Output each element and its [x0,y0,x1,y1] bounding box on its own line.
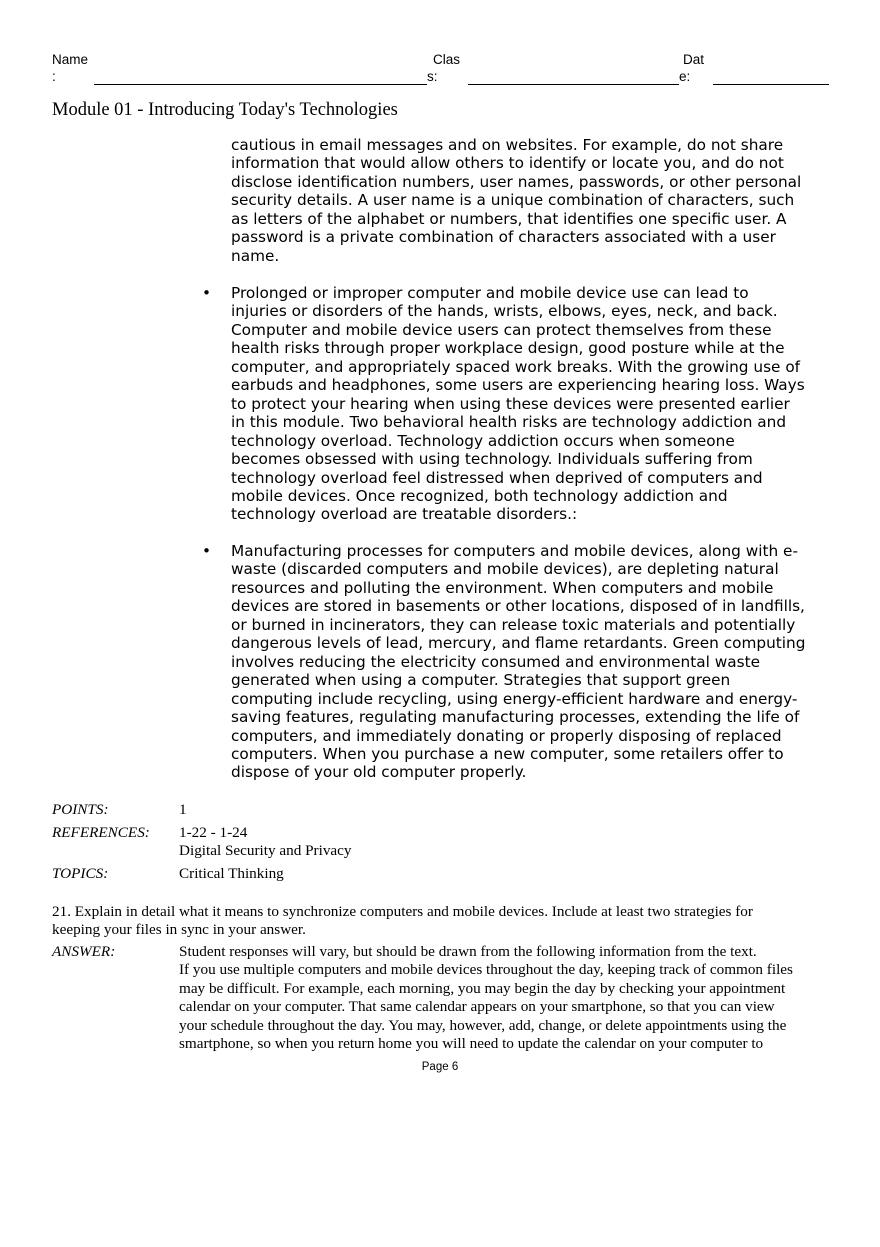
answer-line: Student responses will vary, but should be drawn from the following information from the text. [179,943,757,960]
bullet-line: injuries or disorders of the hands, wrists, elbows, eyes, neck, and back. [231,302,778,321]
class-label-top: Clas [433,52,461,67]
name-label-bottom: : [52,69,56,84]
name-label-top: Name [52,52,89,67]
bullet-line: devices are stored in basements or other locations, disposed of in landfills, [231,597,805,616]
class-label-bottom: s: [427,69,438,84]
bullet-line: technology overload feel distressed when deprived of computers and [231,468,763,487]
bullet-green-computing [231,542,828,782]
bullet-marker: • [202,284,212,302]
date-label-bottom: e: [679,69,691,84]
answer-line: may be difficult. For example, each morning, you may begin the day by checking your appointment [179,979,786,997]
paragraph-line: as letters of the alphabet or numbers, that identifies one specific user. A [231,209,787,228]
bullet-marker: • [202,542,212,560]
bullet-line: waste (discarded computers and mobile devices), are depleting natural [231,560,779,579]
answer-line: If you use multiple computers and mobile devices throughout the day, keeping track of common files [179,961,793,979]
points-value: 1 [179,801,187,818]
answer-line: calendar on your computer. That same calendar appears on your smartphone, so that you can view [179,998,775,1016]
bullet-line: health risks through proper workplace design, good posture while at the [231,339,785,358]
date-blank-line[interactable] [713,84,829,85]
bullet-line: to protect your hearing when using these devices were presented earlier [231,394,790,413]
bullet-line: computer, and appropriately spaced work breaks. With the growing use of [231,357,801,376]
name-blank-line[interactable] [94,84,427,85]
answer-line: smartphone, so when you return home you will need to update the calendar on your computer to [179,1035,764,1053]
references-pages: 1-22 - 1-24 [179,824,248,841]
bullet-line: becomes obsessed with using technology. Individuals suffering from [231,450,753,469]
references-topic: Digital Security and Privacy [179,842,352,859]
bullet-line: dangerous levels of lead, mercury, and flame retardants. Green computing [231,634,806,653]
bullet-line: in this module. Two behavioral health risks are technology addiction and [231,413,787,432]
paragraph-line: security details. A user name is a unique combination of characters, such [231,191,795,210]
date-label-top: Dat [683,52,705,67]
bullet-line: saving features, regulating manufacturing processes, extending the life of [231,708,800,727]
module-title: Module 01 - Introducing Today's Technologies [52,100,398,120]
question-line: keeping your files in sync in your answer. [52,921,306,939]
question-21 [52,903,822,940]
bullet-line: technology overload are treatable disorders.: [231,505,578,524]
bullet-line: resources and polluting the environment. When computers and mobile [231,578,774,597]
bullet-line: technology overload. Technology addiction occurs when someone [231,431,735,450]
bullet-line: Manufacturing processes for computers and mobile devices, along with e- [231,542,798,560]
bullet-line: computing include recycling, using energy-efficient hardware and energy- [231,689,798,708]
page-number: Page 6 [421,1061,459,1073]
bullet-line: or burned in incinerators, they can release toxic materials and potentially [231,615,796,634]
answer-line: your schedule throughout the day. You may, however, add, change, or delete appointments using the [179,1016,787,1034]
bullet-health-risks [231,284,828,524]
answer-label: ANSWER: [52,943,116,960]
paragraph-line: cautious in email messages and on websites. For example, do not share [231,136,784,154]
bullet-line: computers. When you purchase a new computer, some retailers offer to [231,744,784,763]
class-blank-line[interactable] [468,84,679,85]
paragraph-line: name. [231,246,280,265]
topics-value: Critical Thinking [179,865,284,882]
points-label: POINTS: [52,801,109,818]
question-line: 21. Explain in detail what it means to synchronize computers and mobile devices. Include at least two strategies for [52,903,753,920]
continued-paragraph [231,136,828,265]
topics-label: TOPICS: [52,865,109,882]
paragraph-line: disclose identification numbers, user names, passwords, or other personal [231,172,802,191]
paragraph-line: information that would allow others to identify or locate you, and do not [231,154,784,173]
bullet-line: earbuds and headphones, some users are experiencing hearing loss. Ways [231,376,805,395]
bullet-line: computers, and immediately donating or properly disposing of replaced [231,726,782,745]
bullet-line: involves reducing the electricity consumed and environmental waste [231,652,760,671]
bullet-line: Computer and mobile device users can protect themselves from these [231,320,772,339]
references-label: REFERENCES: [52,824,150,841]
bullet-line: generated when using a computer. Strategies that support green [231,671,731,690]
paragraph-line: password is a private combination of characters associated with a user [231,228,776,247]
answer-text [179,943,824,1053]
bullet-line: Prolonged or improper computer and mobile device use can lead to [231,284,749,302]
bullet-line: dispose of your old computer properly. [231,763,527,782]
bullet-line: mobile devices. Once recognized, both technology addiction and [231,486,728,505]
